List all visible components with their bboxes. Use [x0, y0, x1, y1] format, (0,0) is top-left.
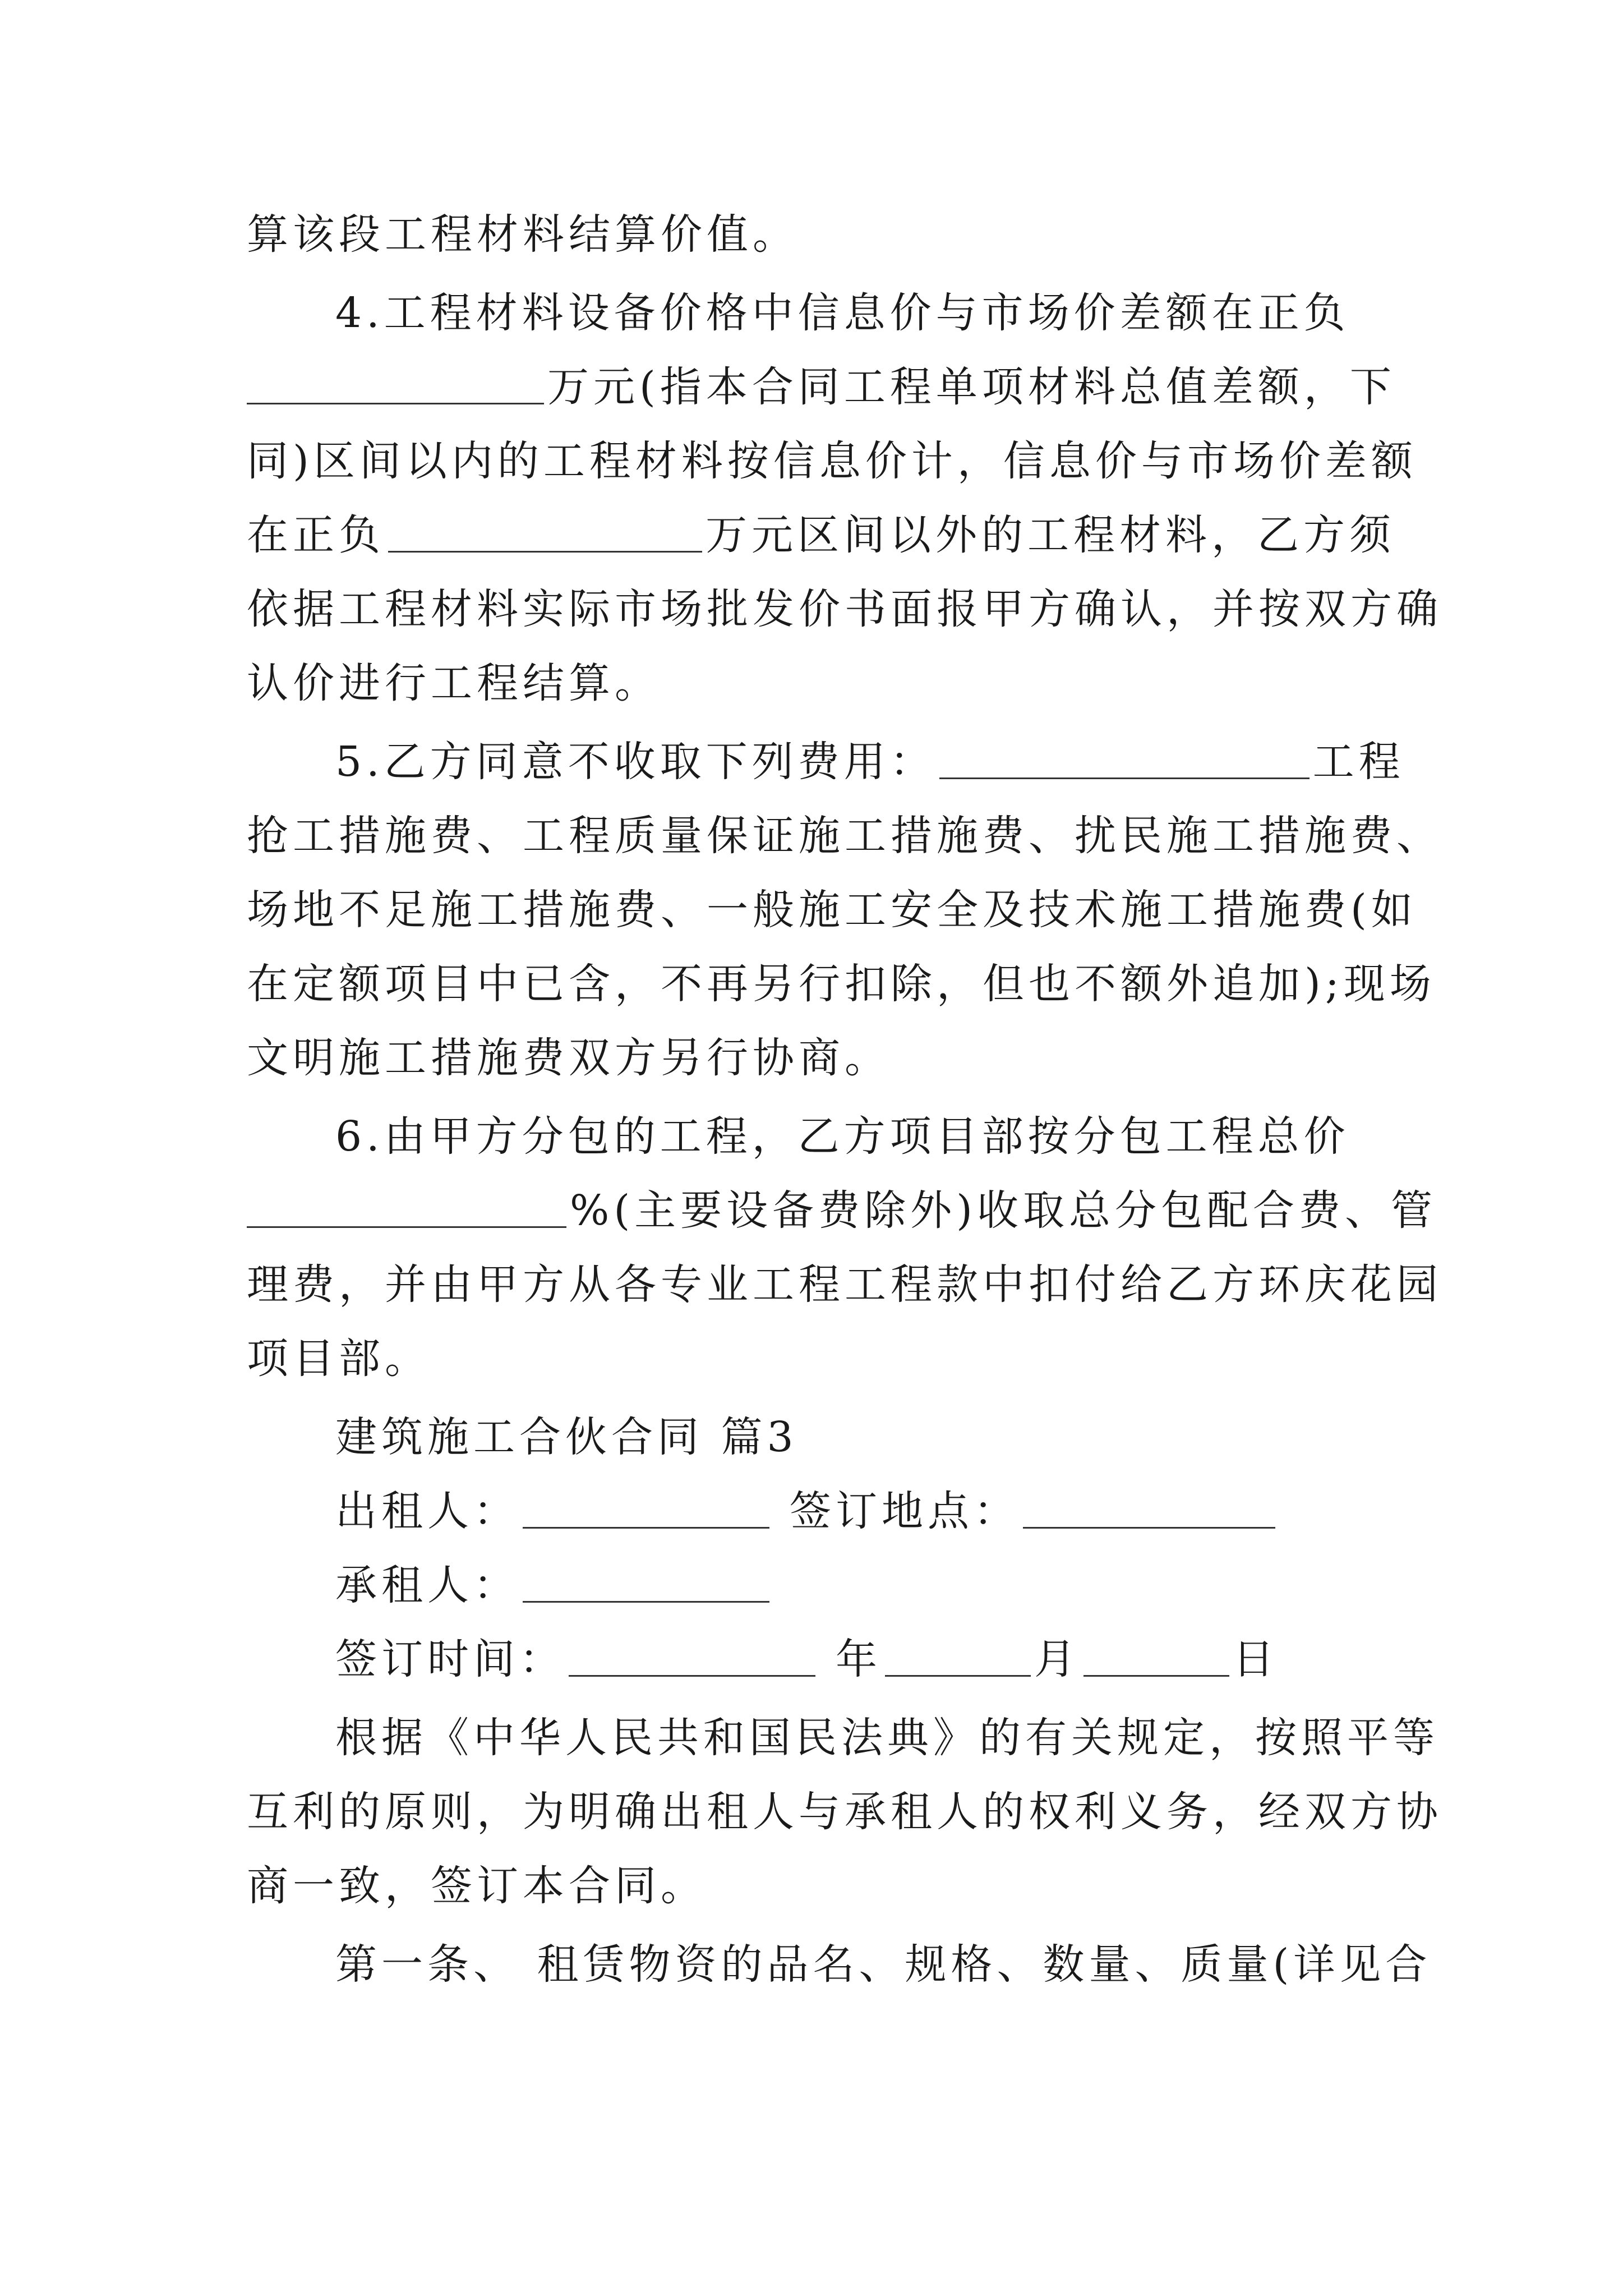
text-line: 同)区间以内的工程材料按信息价计，信息价与市场价差额 [247, 437, 1417, 485]
text-line: 6.由甲方分包的工程，乙方项目部按分包工程总价 [335, 1112, 1350, 1161]
text-line: 在正负 万元区间以外的工程材料，乙方须 [247, 511, 1395, 559]
fill-blank [885, 1641, 1031, 1677]
text-line: 理费，并由甲方从各专业工程工程款中扣付给乙方环庆花园 [247, 1260, 1442, 1309]
text-line: 出租人： 签订地点： [335, 1483, 1385, 1539]
text-line: 认价进行工程结算。 [247, 659, 661, 707]
fill-blank [939, 744, 1310, 779]
text-line: 抢工措施费、工程质量保证施工措施费、扰民施工措施费、 [247, 812, 1442, 860]
section-heading: 建筑施工合伙合同 篇3 [335, 1413, 798, 1461]
fill-blank [523, 1493, 769, 1529]
text-line: 项目部。 [247, 1335, 431, 1383]
text-line: 根据《中华人民共和国民法典》的有关规定，按照平等 [335, 1714, 1439, 1762]
text-line: %(主要设备费除外)收取总分包配合费、管 [247, 1182, 1385, 1239]
fill-blank [569, 1641, 815, 1677]
text-line: 5.乙方同意不收取下列费用： 工程 [335, 738, 1405, 786]
fill-blank [247, 1193, 566, 1228]
text-line: 场地不足施工措施费、一般施工安全及技术施工措施费(如 [247, 886, 1417, 934]
text-line: 4.工程材料设备价格中信息价与市场价差额在正负 [335, 289, 1350, 337]
text-line: 算该段工程材料结算价值。 [247, 210, 799, 259]
text-line: 依据工程材料实际市场批发价书面报甲方确认，并按双方确 [247, 585, 1442, 633]
fill-blank [1083, 1641, 1229, 1677]
text-line: 第一条、 租赁物资的品名、规格、数量、质量(详见合 [335, 1940, 1432, 1989]
text-line: 商一致，签订本合同。 [247, 1862, 707, 1910]
text-line: 签订时间： 年 月 日 [335, 1635, 1279, 1683]
fill-blank [523, 1567, 769, 1603]
text-line: 互利的原则，为明确出租人与承租人的权利义务，经双方协 [247, 1788, 1442, 1836]
text-line: 在定额项目中已含，不再另行扣除，但也不额外追加);现场 [247, 960, 1436, 1008]
fill-blank [388, 517, 702, 553]
text-line: 承租人： [335, 1557, 1385, 1613]
fill-blank [247, 369, 544, 404]
text-line: 文明施工措施费双方另行协商。 [247, 1034, 891, 1082]
fill-blank [1023, 1493, 1275, 1529]
text-line: 万元(指本合同工程单项材料总值差额，下 [247, 359, 1385, 415]
